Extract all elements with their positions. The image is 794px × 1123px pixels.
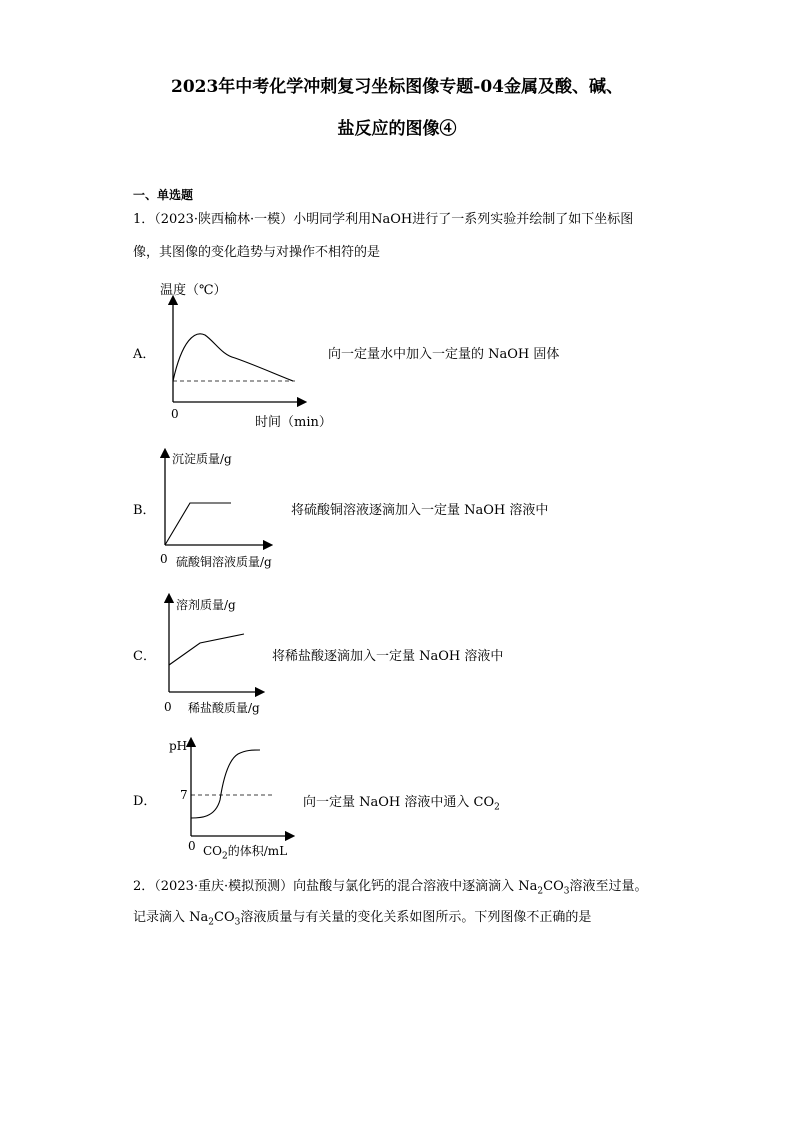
option-c-label: C．	[133, 649, 156, 664]
section-heading: 一、单选题	[133, 188, 194, 202]
option-d-origin: 0	[188, 839, 196, 853]
option-d-ylabel: pH	[169, 739, 188, 753]
option-d-label: D．	[133, 794, 157, 809]
q1-stem-line1: 1．（2023·陕西榆林·一模）小明同学利用NaOH进行了一系列实验并绘制了如下坐标图	[133, 212, 634, 227]
option-c-origin: 0	[164, 700, 172, 714]
q2-stem-line2: 记录滴入 $Na_2CO_3$溶液质量与有关量的变化关系如图所示。下列图像不正确的是	[133, 910, 592, 928]
option-d-curve	[191, 750, 260, 818]
option-c-desc: 将稀盐酸逐滴加入一定量 NaOH 溶液中	[272, 649, 504, 664]
option-c-ylabel: 溶剂质量/g	[176, 598, 236, 612]
option-c-xlabel: 稀盐酸质量/g	[188, 701, 260, 715]
option-a-origin: 0	[171, 407, 179, 421]
option-b-ylabel: 沉淀质量/g	[172, 452, 232, 466]
option-d-tick-7: 7	[180, 788, 188, 802]
option-d-desc: 向一定量 NaOH 溶液中通入 $CO_2$	[303, 795, 500, 813]
q2-stem-line1: 2．（2023·重庆·模拟预测）向盐酸与氯化钙的混合溶液中逐滴滴入 $Na_2CO_3$溶液至过量。	[133, 879, 648, 897]
option-a-ylabel: 温度（℃）	[160, 283, 227, 298]
q1-stem-line2: 像，其图像的变化趋势与对操作不相符的是	[133, 245, 381, 260]
page-title-line1: 2023年中考化学冲刺复习坐标图像专题-04金属及酸、碱、	[170, 77, 624, 97]
option-a-xlabel: 时间（min）	[255, 415, 332, 430]
option-d-xlabel: $CO_2$的体积/mL	[203, 844, 288, 862]
option-a-desc: 向一定量水中加入一定量的 NaOH 固体	[328, 347, 560, 362]
option-b-origin: 0	[160, 552, 168, 566]
page-title-line2: 盐反应的图像④	[337, 119, 457, 139]
option-a-label: A．	[133, 347, 156, 362]
option-b-desc: 将硫酸铜溶液逐滴加入一定量 NaOH 溶液中	[291, 503, 549, 518]
option-b-xlabel: 硫酸铜溶液质量/g	[176, 555, 272, 569]
option-b-label: B．	[133, 503, 156, 518]
